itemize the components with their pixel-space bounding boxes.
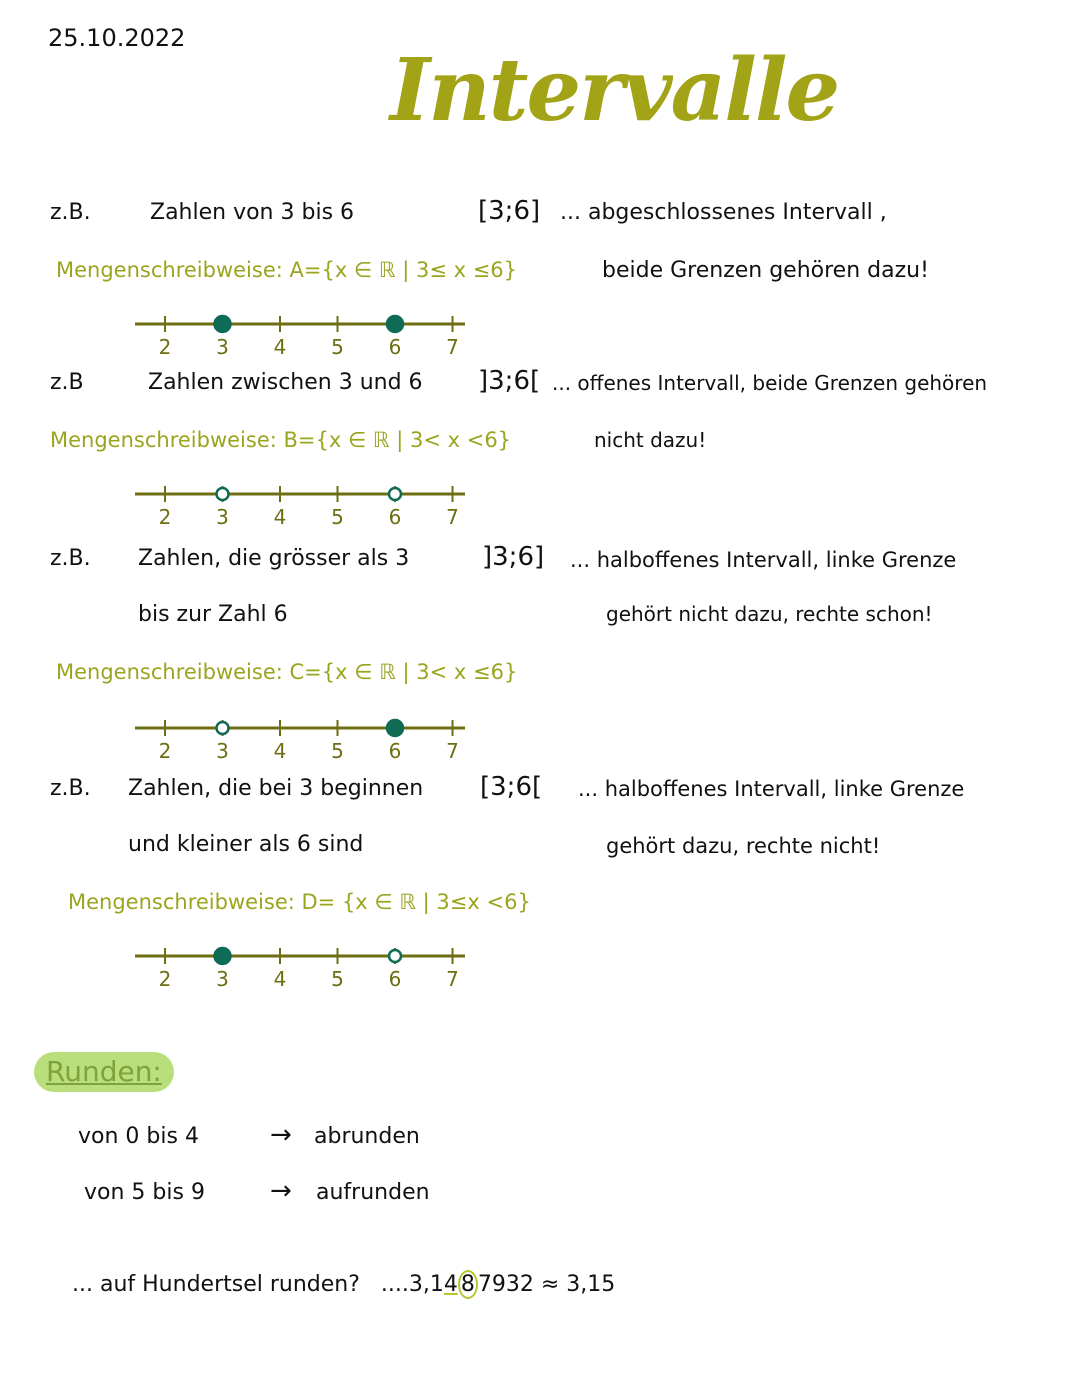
set-notation: Mengenschreibweise: C={x ∈ ℝ | 3< x ≤6} [56, 660, 518, 684]
open-endpoint [217, 722, 229, 734]
tick-label: 6 [388, 335, 402, 359]
closed-endpoint [215, 316, 231, 332]
open-endpoint [389, 950, 401, 962]
number-line-svg [125, 712, 475, 762]
rule-range: von 0 bis 4 [78, 1124, 199, 1149]
tick-label: 5 [331, 967, 344, 991]
tick-label: 6 [388, 739, 402, 763]
set-notation: Mengenschreibweise: A={x ∈ ℝ | 3≤ x ≤6} [56, 258, 518, 282]
tick-label: 5 [331, 335, 344, 359]
open-endpoint [389, 488, 401, 500]
tick-label: 2 [158, 739, 172, 763]
interval-explanation: ... halboffenes Intervall, linke Grenze [578, 777, 965, 801]
hundredth-digit: 4 [443, 1272, 458, 1297]
tick-label: 3 [216, 967, 229, 991]
number-line-svg [125, 308, 475, 358]
rounding-question: ... auf Hundertsel runden? [72, 1272, 360, 1297]
interval-explanation: ... offenes Intervall, beide Grenzen gehören [552, 371, 988, 395]
number-line-svg [125, 478, 475, 528]
tick-label: 7 [446, 505, 459, 529]
rounding-heading: Runden: [46, 1055, 162, 1088]
example-desc: Zahlen zwischen 3 und 6 [148, 370, 423, 395]
interval-notation: [3;6] [478, 196, 541, 226]
rounded-result: ≈ 3,15 [540, 1272, 616, 1297]
tick-label: 2 [158, 967, 172, 991]
arrow-icon: → [270, 1120, 292, 1150]
tick-label: 4 [273, 967, 287, 991]
tick-label: 4 [273, 505, 287, 529]
tick-label: 7 [446, 967, 459, 991]
closed-endpoint [387, 720, 403, 736]
tick-label: 2 [158, 335, 172, 359]
tick-label: 3 [216, 335, 229, 359]
tick-label: 7 [446, 739, 459, 763]
interval-notation: [3;6[ [480, 772, 543, 802]
example-prefix: z.B [50, 370, 84, 395]
rule-action: aufrunden [316, 1180, 430, 1205]
interval-explanation: gehört dazu, rechte nicht! [606, 834, 881, 858]
number-line [125, 478, 475, 528]
example-desc: bis zur Zahl 6 [138, 602, 288, 627]
tick-label: 2 [158, 505, 172, 529]
closed-endpoint [215, 948, 231, 964]
dots: .... [380, 1272, 409, 1297]
rounding-example [72, 1270, 615, 1299]
example-desc: Zahlen von 3 bis 6 [150, 200, 355, 225]
tick-label: 7 [446, 335, 459, 359]
interval-explanation: ... abgeschlossenes Intervall , [560, 200, 887, 225]
interval-explanation: nicht dazu! [594, 428, 707, 452]
number-line [125, 712, 475, 762]
example-desc: Zahlen, die bei 3 beginnen [128, 776, 424, 801]
rule-range: von 5 bis 9 [84, 1180, 205, 1205]
set-notation: Mengenschreibweise: D= {x ∈ ℝ | 3≤x <6} [68, 890, 531, 914]
tick-label: 4 [273, 739, 287, 763]
example-desc: Zahlen, die grösser als 3 [138, 546, 410, 571]
page-title: Intervalle [390, 40, 839, 141]
example-prefix: z.B. [50, 200, 91, 225]
number-part: 3,1 [408, 1272, 444, 1297]
arrow-icon: → [270, 1176, 292, 1206]
tick-label: 6 [388, 505, 402, 529]
closed-endpoint [387, 316, 403, 332]
tick-label: 3 [216, 505, 229, 529]
deciding-digit: 8 [458, 1270, 478, 1299]
set-notation: Mengenschreibweise: B={x ∈ ℝ | 3< x <6} [50, 428, 512, 452]
number-line [125, 940, 475, 990]
number-line [125, 308, 475, 358]
date: 25.10.2022 [48, 24, 186, 52]
number-line-svg [125, 940, 475, 990]
interval-notation: ]3;6] [482, 542, 545, 572]
rule-action: abrunden [314, 1124, 420, 1149]
example-prefix: z.B. [50, 776, 91, 801]
number-rest: 7932 [477, 1272, 534, 1297]
example-prefix: z.B. [50, 546, 91, 571]
interval-explanation: beide Grenzen gehören dazu! [602, 258, 929, 283]
interval-explanation: gehört nicht dazu, rechte schon! [606, 602, 933, 626]
interval-explanation: ... halboffenes Intervall, linke Grenze [570, 548, 957, 572]
tick-label: 5 [331, 505, 344, 529]
example-desc: und kleiner als 6 sind [128, 832, 364, 857]
tick-label: 3 [216, 739, 229, 763]
interval-notation: ]3;6[ [478, 366, 541, 396]
tick-label: 5 [331, 739, 344, 763]
tick-label: 6 [388, 967, 402, 991]
tick-label: 4 [273, 335, 287, 359]
open-endpoint [217, 488, 229, 500]
